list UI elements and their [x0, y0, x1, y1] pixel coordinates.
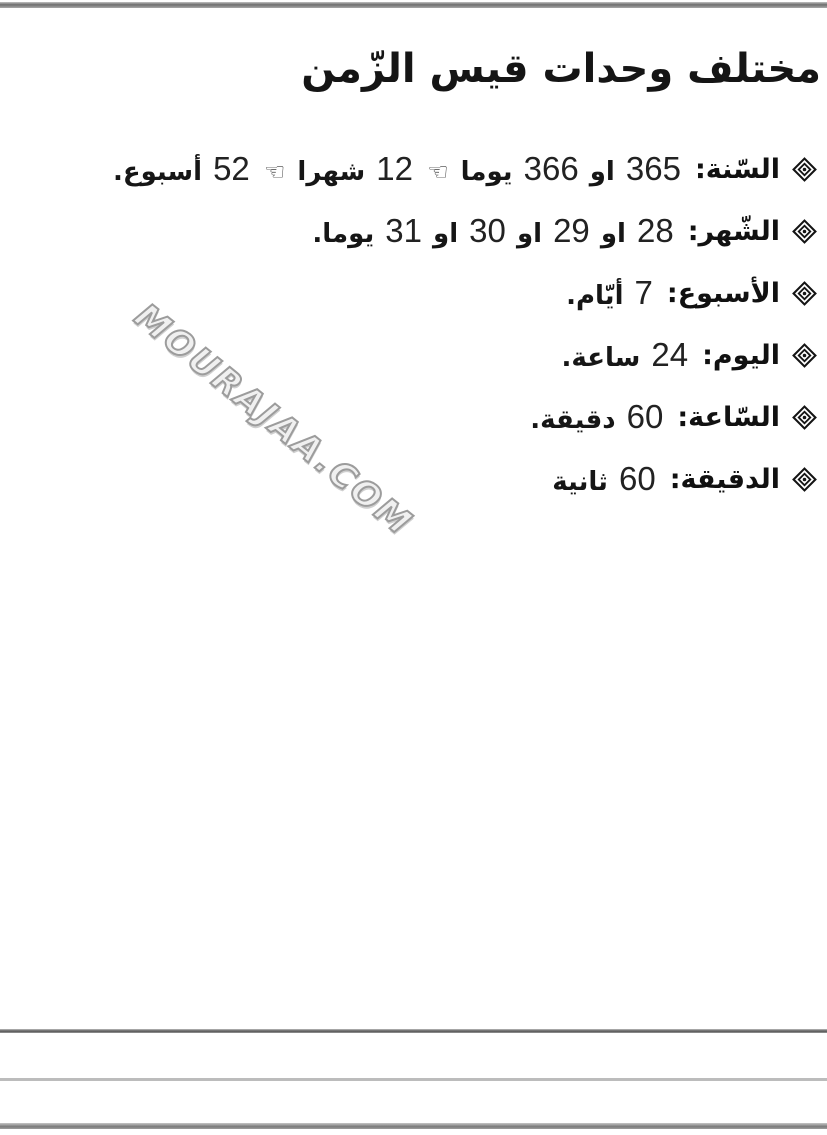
bottom-divider-1	[0, 1029, 827, 1033]
top-divider	[0, 2, 827, 8]
unit-value: 60 دقيقة.	[530, 398, 664, 435]
list-item-day	[8, 336, 817, 375]
nested-diamond-bullet-icon	[792, 281, 817, 306]
nested-diamond-bullet-icon	[792, 405, 817, 430]
left-pointing-hand-icon: ☜	[263, 158, 286, 186]
nested-diamond-bullet-icon	[792, 343, 817, 368]
unit-value: 24 ساعة.	[561, 336, 689, 373]
bottom-divider-3	[0, 1123, 827, 1129]
unit-value: 7 أيّام.	[566, 274, 653, 311]
unit-value: 365 او 366 يوما ☜ 12 شهرا ☜ 52 أسبوع.	[112, 150, 681, 187]
unit-label: الشّهر:	[687, 216, 780, 247]
unit-label: الدقيقة:	[669, 464, 780, 495]
left-pointing-hand-icon: ☜	[427, 158, 449, 186]
time-units-list	[8, 150, 817, 522]
list-item-week	[8, 274, 817, 313]
list-item-month	[8, 212, 817, 251]
list-item-hour	[8, 398, 817, 437]
unit-label: السّنة:	[694, 154, 780, 185]
page-title: مختلف وحدات قيس الزّمن	[301, 46, 821, 92]
list-item-minute	[8, 460, 817, 499]
bottom-divider-2	[0, 1078, 827, 1081]
unit-value: 28 او 29 او 30 او 31 يوما.	[312, 212, 674, 249]
nested-diamond-bullet-icon	[792, 219, 817, 244]
unit-label: اليوم:	[702, 340, 780, 371]
unit-label: السّاعة:	[677, 402, 780, 433]
nested-diamond-bullet-icon	[792, 467, 817, 492]
unit-label: الأسبوع:	[666, 278, 780, 309]
list-item-year	[8, 150, 817, 189]
unit-value: 60 ثانية	[552, 460, 656, 497]
watermark-text: MOURAJAA.COM	[126, 296, 421, 545]
nested-diamond-bullet-icon	[792, 157, 817, 182]
